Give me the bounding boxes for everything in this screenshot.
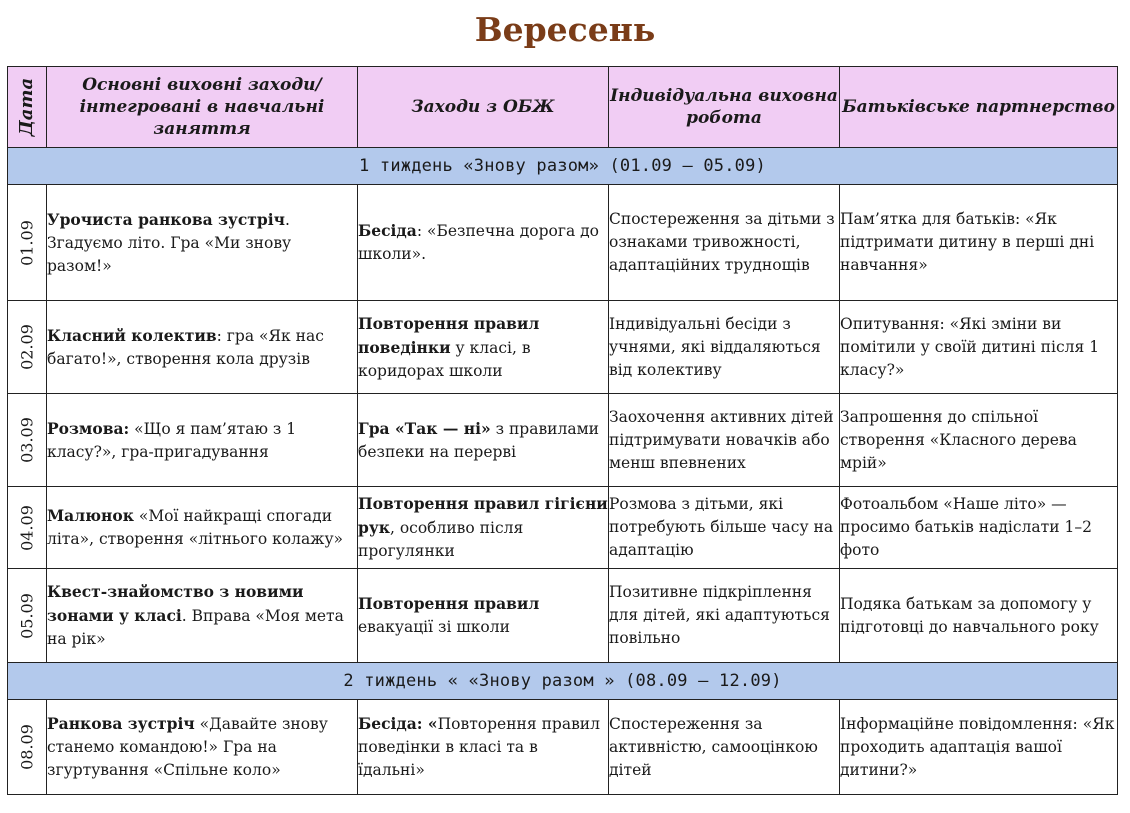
date-label: 04.09 [17, 504, 37, 551]
safety-cell [358, 487, 609, 569]
safety-cell [358, 185, 609, 301]
week-row [8, 148, 1118, 185]
safety-text: у класі, в коридорах школи [358, 338, 531, 380]
parent-partnership-cell: Опитування: «Які зміни ви помітили у своїй дитині після 1 класу?» [840, 301, 1118, 394]
main-activity-bold: Розмова: [47, 418, 130, 438]
date-cell [8, 301, 47, 394]
safety-cell [358, 700, 609, 795]
main-activity-cell [47, 301, 358, 394]
main-activity-cell [47, 394, 358, 487]
main-activity-bold: Класний колектив [47, 325, 217, 345]
week-row [8, 663, 1118, 700]
header-safety: Заходи з ОБЖ [358, 67, 609, 148]
main-activity-bold: Малюнок [47, 506, 134, 525]
safety-text: , особливо після прогулянки [358, 519, 524, 560]
week-title: 2 тиждень « «Знову разом » (08.09 – 12.09) [8, 663, 1118, 700]
table-row [8, 301, 1118, 394]
date-label: 01.09 [17, 219, 37, 266]
safety-bold: Бесіда [358, 221, 417, 240]
safety-text: Повторення правил поведінки в класі та в їдальні» [358, 715, 600, 779]
parent-partnership-cell: Пам’ятка для батьків: «Як підтримати дитину в перші дні навчання» [840, 185, 1118, 301]
main-activity-cell [47, 700, 358, 795]
main-activity-cell [47, 185, 358, 301]
parent-partnership-cell: Подяка батькам за допомогу у підготовці до навчального року [840, 569, 1118, 663]
page-title: Вересень [474, 10, 656, 49]
date-label: 08.09 [17, 724, 37, 770]
individual-work-cell: Позитивне підкріплення для дітей, які адаптуються повільно [609, 569, 840, 663]
header-date [8, 67, 47, 148]
header-row [8, 67, 1118, 148]
date-cell [8, 569, 47, 663]
parent-partnership-cell: Запрошення до спільної створення «Класного дерева мрій» [840, 394, 1118, 487]
individual-work-cell: Заохочення активних дітей підтримувати новачків або менш впевнених [609, 394, 840, 487]
main-activity-cell [47, 487, 358, 569]
parent-partnership-cell: Фотоальбом «Наше літо» — просимо батьків надіслати 1–2 фото [840, 487, 1118, 569]
activity-plan-table [7, 66, 1118, 795]
date-cell [8, 700, 47, 795]
date-label: 05.09 [17, 592, 37, 639]
table-row [8, 487, 1118, 569]
safety-text: з правилами безпеки на перерві [358, 419, 599, 461]
safety-text: : «Безпечна дорога до школи». [358, 222, 600, 263]
individual-work-cell: Спостереження за дітьми з ознаками тривожності, адаптаційних труднощів [609, 185, 840, 301]
table-row [8, 700, 1118, 795]
safety-bold: Бесіда: « [358, 714, 438, 733]
main-activity-text: . Згадуємо літо. Гра «Ми знову разом!» [47, 210, 292, 275]
safety-bold: Гра «Так — ні» [358, 418, 491, 438]
week-title: 1 тиждень «Знову разом» (01.09 – 05.09) [8, 148, 1118, 185]
safety-cell [358, 301, 609, 394]
date-cell [8, 487, 47, 569]
header-date-label: Дата [16, 77, 37, 137]
main-activity-bold: Квест-знайомство з новими зонами у класі [47, 582, 304, 625]
safety-bold: Повторення правил поведінки [358, 313, 540, 357]
table-row [8, 185, 1118, 301]
table-row [8, 394, 1118, 487]
date-label: 02.09 [17, 324, 37, 370]
safety-bold: Повторення правил гігієни рук [358, 494, 608, 537]
header-main-activities: Основні виховні заходи/ інтегровані в навчальні заняття [47, 67, 358, 148]
safety-text: евакуації зі школи [358, 618, 510, 636]
date-cell [8, 394, 47, 487]
header-parent-partnership: Батьківське партнерство [840, 67, 1118, 148]
table-row [8, 569, 1118, 663]
header-individual-work: Індивідуальна виховна робота [609, 67, 840, 148]
main-activity-bold: Урочиста ранкова зустріч [47, 209, 285, 229]
safety-cell [358, 394, 609, 487]
main-activity-text: «Давайте знову станемо командою!» Гра на згуртування «Спільне коло» [47, 715, 328, 779]
main-activity-text: : гра «Як нас багато!», створення кола друзів [47, 326, 324, 368]
main-activity-cell [47, 569, 358, 663]
date-cell [8, 185, 47, 301]
parent-partnership-cell: Інформаційне повідомлення: «Як проходить адаптація вашої дитини?» [840, 700, 1118, 795]
individual-work-cell: Розмова з дітьми, які потребують більше часу на адаптацію [609, 487, 840, 569]
main-activity-text: . Вправа «Моя мета на рік» [47, 607, 344, 648]
date-label: 03.09 [17, 417, 37, 463]
safety-bold: Повторення правил [358, 594, 540, 613]
safety-cell [358, 569, 609, 663]
individual-work-cell: Спостереження за активністю, самооцінкою дітей [609, 700, 840, 795]
main-activity-bold: Ранкова зустріч [47, 714, 195, 733]
main-activity-text: «Мої найкращі спогади літа», створення «літнього колажу» [47, 507, 344, 548]
individual-work-cell: Індивідуальні бесіди з учнями, які віддаляються від колективу [609, 301, 840, 394]
main-activity-text: «Що я пам’ятаю з 1 класу?», гра-пригадування [47, 419, 297, 461]
